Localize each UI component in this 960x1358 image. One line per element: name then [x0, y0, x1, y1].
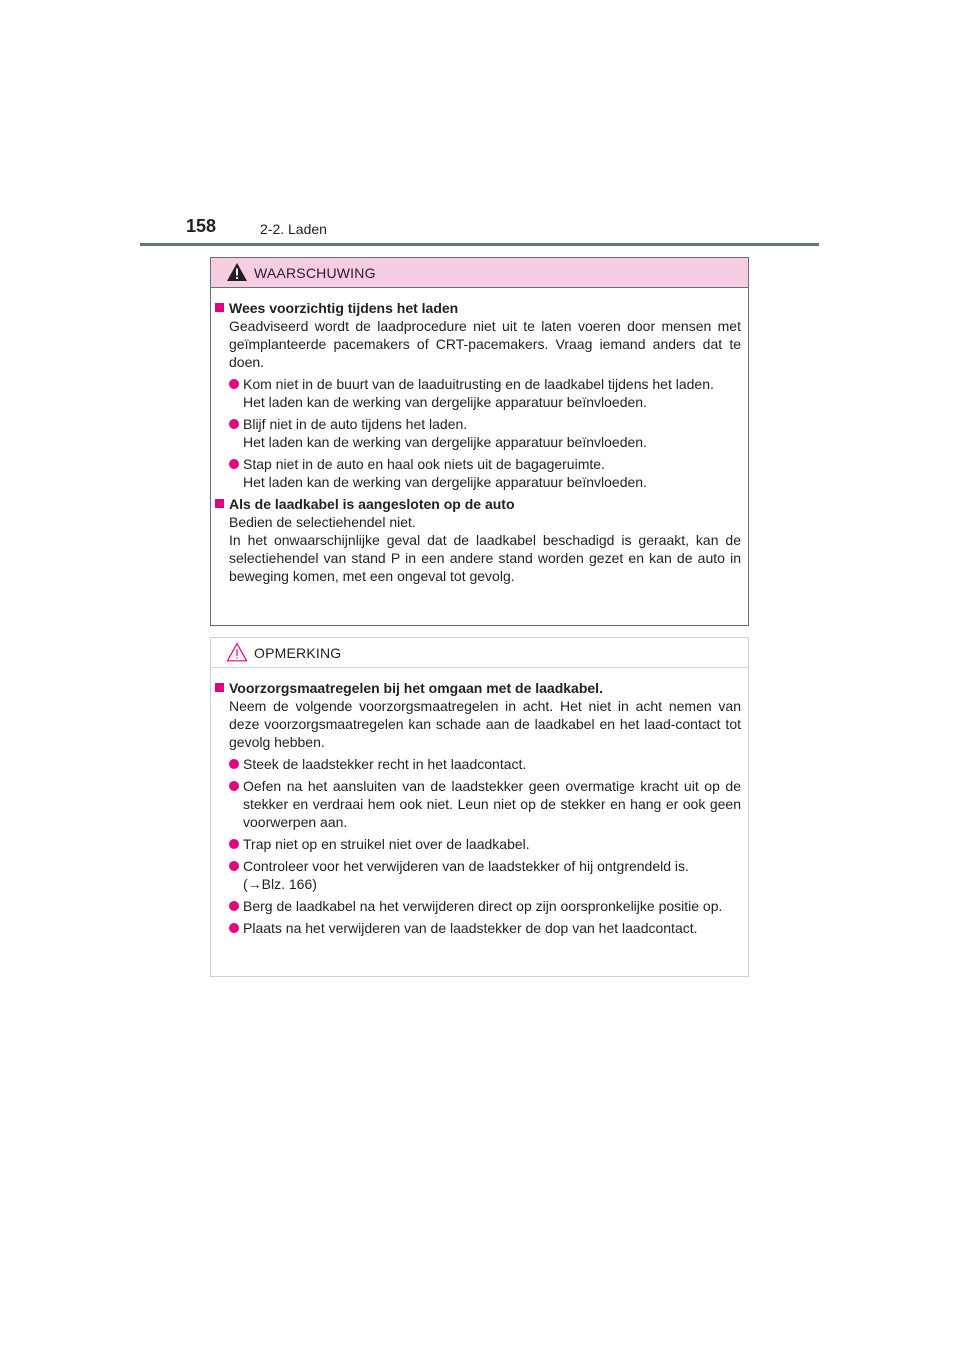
warning-label: WAARSCHUWING [254, 265, 376, 281]
list-item: Controleer voor het verwijderen van de laadstekker of hij ontgrendeld is. (→Blz. 166) [229, 857, 741, 893]
square-bullet-icon [215, 499, 224, 508]
note-section-text: Neem de volgende voorzorgsmaatregelen in acht. Het niet in acht nemen van deze voorzorgsmaatregelen kan schade aan de laadkabel en het laad-contact tot gevolg hebben. [229, 698, 741, 750]
square-bullet-icon [215, 303, 224, 312]
round-bullet-icon [229, 379, 239, 389]
round-bullet-icon [229, 861, 239, 871]
round-bullet-icon [229, 781, 239, 791]
header-rule [140, 243, 819, 246]
round-bullet-icon [229, 419, 239, 429]
round-bullet-icon [229, 759, 239, 769]
note-section [215, 679, 741, 937]
warning-body [211, 288, 748, 585]
warning-section-text: Geadviseerd wordt de laadprocedure niet uit te laten voeren door mensen met geïmplanteerde pacemakers of CRT-pacemakers. Vraag iemand anders dat te doen. [229, 318, 741, 370]
round-bullet-icon [229, 839, 239, 849]
note-body [211, 668, 748, 937]
square-bullet-icon [215, 683, 224, 692]
warning-section [215, 299, 741, 491]
list-item: Stap niet in de auto en haal ook niets uit de bagageruimte. Het laden kan de werking van dergelijke apparatuur beïnvloeden. [229, 455, 741, 491]
round-bullet-icon [229, 901, 239, 911]
page-number: 158 [186, 216, 217, 236]
list-item: Plaats na het verwijderen van de laadstekker de dop van het laadcontact. [229, 919, 741, 937]
note-box [210, 637, 749, 977]
warning-section-title: Wees voorzichtig tijdens het laden [229, 300, 459, 316]
list-item: Berg de laadkabel na het verwijderen direct op zijn oorspronkelijke positie op. [229, 897, 741, 915]
warning-header [211, 258, 748, 288]
note-header [211, 638, 748, 668]
section-title: 2-2. Laden [260, 221, 327, 237]
note-section-title: Voorzorgsmaatregelen bij het omgaan met de laadkabel. [229, 680, 603, 696]
note-label: OPMERKING [254, 645, 342, 661]
warning-section: Als de laadkabel is aangesloten op de auto Bedien de selectiehendel niet. In het onwaarschijnlijke geval dat de laadkabel beschadigd is geraakt, kan de selectiehendel van stand P in een andere stand worden gezet en kan de auto in beweging komen, met een ongeval tot gevolg. [215, 495, 741, 585]
round-bullet-icon [229, 459, 239, 469]
warning-box [210, 257, 749, 626]
list-item: Trap niet op en struikel niet over de laadkabel. [229, 835, 741, 853]
list-item: Kom niet in de buurt van de laaduitrusting en de laadkabel tijdens het laden. Het laden kan de werking van dergelijke apparatuur beïnvloeden. [229, 375, 741, 411]
list-item: Oefen na het aansluiten van de laadstekker geen overmatige kracht uit op de stekker en verdraai hem ook niet. Leun niet op de stekker en hang er ook geen voorwerpen aan. [229, 777, 741, 831]
list-item: Blijf niet in de auto tijdens het laden. Het laden kan de werking van dergelijke apparatuur beïnvloeden. [229, 415, 741, 451]
warning-triangle-icon [226, 262, 248, 282]
warning-section-title: Als de laadkabel is aangesloten op de auto [229, 496, 515, 512]
list-item: Steek de laadstekker recht in het laadcontact. [229, 755, 741, 773]
caution-triangle-outline-icon [226, 642, 248, 662]
round-bullet-icon [229, 923, 239, 933]
